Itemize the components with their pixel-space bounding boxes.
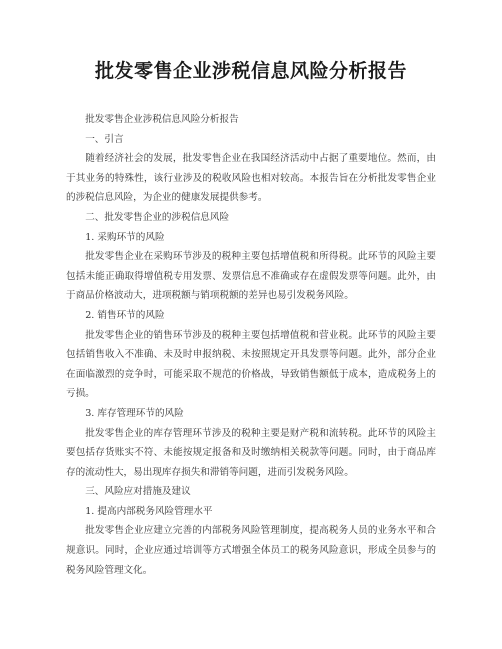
subsection-heading: 1. 提高内部税务风险管理水平 [85,505,213,517]
section-heading: 一、引言 [85,133,124,145]
paragraph: 批发零售企业的销售环节涉及的税种主要包括增值税和营业税。此环节的风险主要包括销售收入不准确、未及时申报纳税、未按照规定开具发票等问题。此外，部分企业在面临激烈的竞争时，可能采取不规范的价格战，导致销售额低于成本，造成税务上的亏损。 [66,329,436,400]
subsection-heading: 3. 库存管理环节的风险 [85,407,184,419]
paragraph: 批发零售企业在采购环节涉及的税种主要包括增值税和所得税。此环节的风险主要包括未能正确取得增值税专用发票、发票信息不准确或存在虚假发票等问题。此外，由于商品价格波动大，进项税额与销项税额的差异也易引发税务风险。 [66,251,436,302]
section-heading: 三、风险应对措施及建议 [85,486,191,498]
paragraph: 随着经济社会的发展，批发零售企业在我国经济活动中占据了重要地位。然而，由于其业务的特殊性，该行业涉及的税收风险也相对较高。本报告旨在分析批发零售企业的涉税信息风险，为企业的健康发展提供参考。 [66,153,436,204]
document-body [66,110,436,580]
section-heading: 二、批发零售企业的涉税信息风险 [85,211,230,223]
paragraph: 批发零售企业应建立完善的内部税务风险管理制度，提高税务人员的业务水平和合规意识。同时，企业应通过培训等方式增强全体员工的税务风险意识，形成全员参与的税务风险管理文化。 [66,525,436,576]
subsection-heading: 1. 采购环节的风险 [85,231,165,243]
subsection-heading: 2. 销售环节的风险 [85,309,165,321]
paragraph: 批发零售企业的库存管理环节涉及的税种主要是财产税和流转税。此环节的风险主要包括存货账实不符、未能按规定报备和及时缴纳相关税款等问题。同时，由于商品库存的流动性大，易出现库存损失和滞销等问题，进而引发税务风险。 [66,427,436,478]
document-title: 批发零售企业涉税信息风险分析报告 [94,60,407,82]
paragraph: 批发零售企业涉税信息风险分析报告 [85,114,239,125]
